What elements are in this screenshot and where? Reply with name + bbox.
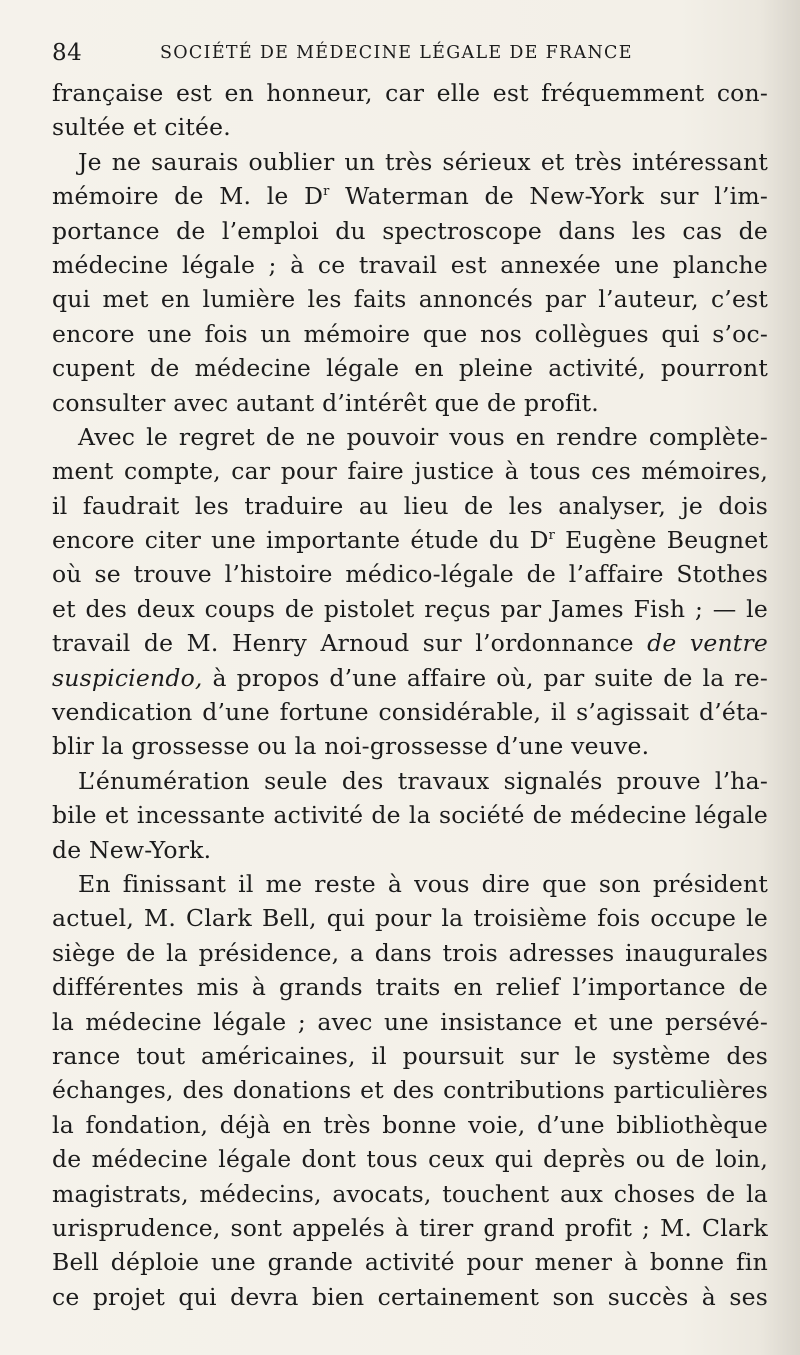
line-text: de médecine légale dont tous ceux qui deprès ou de loin, — [52, 1145, 768, 1174]
text-line — [52, 833, 768, 867]
line-text: Avec le regret de ne pouvoir vous en rendre complète- — [78, 422, 768, 451]
text-line — [52, 1108, 768, 1142]
line-text: différentes mis à grands traits en relief l’importance de — [52, 973, 768, 1002]
text-line — [52, 764, 768, 798]
line-text: vendication d’une fortune considérable, il s’agissait d’éta- — [52, 698, 768, 727]
text-line — [52, 454, 768, 488]
line-text: Bell déploie une grande activité pour mener à bonne fin — [52, 1248, 768, 1277]
line-text: où se trouve l’histoire médico-légale de l’affaire Stothes — [52, 560, 768, 589]
superscript: r — [548, 528, 556, 544]
line-text: consulter avec autant d’intérêt que de profit. — [52, 388, 599, 417]
page-header — [52, 40, 652, 74]
text-line — [52, 970, 768, 1004]
text-line — [52, 489, 768, 523]
text-line — [52, 386, 768, 420]
text-line — [52, 592, 768, 626]
text-line — [52, 1073, 768, 1107]
text-line — [52, 729, 768, 763]
text-line — [52, 420, 768, 454]
text-line — [52, 798, 768, 832]
line-text: sultée et citée. — [52, 113, 231, 142]
text-line — [52, 695, 768, 729]
line-text: qui met en lumière les faits annoncés par l’auteur, c’est — [52, 285, 768, 314]
text-line — [52, 901, 768, 935]
line-text: et des deux coups de pistolet reçus par James Fish ; — le — [52, 594, 768, 623]
line-text: française est en honneur, car elle est fréquemment con- — [52, 79, 768, 107]
text-line — [52, 248, 768, 282]
italic-text: de ventre — [647, 629, 768, 658]
text-line — [52, 523, 768, 557]
line-text: bile et incessante activité de la société de médecine légale — [52, 801, 768, 830]
text-line — [52, 317, 768, 351]
text-line — [52, 867, 768, 901]
line-text: il faudrait les traduire au lieu de les analyser, je dois — [52, 491, 768, 520]
line-text: rance tout américaines, il poursuit sur le système des — [52, 1041, 768, 1070]
text-line — [52, 110, 768, 144]
text-line — [52, 936, 768, 970]
text-line — [52, 1177, 768, 1211]
line-text: siège de la présidence, a dans trois adresses inaugurales — [52, 938, 768, 967]
line-text: L’énumération seule des travaux signalés prouve l’ha- — [78, 766, 768, 795]
text-line — [52, 1245, 768, 1279]
text-line — [52, 145, 768, 179]
line-text: la médecine légale ; avec une insistance et une persévé- — [52, 1007, 768, 1036]
line-text-continued: à propos d’une affaire où, par suite de la re- — [202, 663, 768, 692]
page-number: 84 — [52, 40, 83, 66]
text-line — [52, 1039, 768, 1073]
superscript: r — [323, 184, 330, 200]
line-text: ce projet qui devra bien certainement son succès à ses — [52, 1282, 768, 1311]
line-text: urisprudence, sont appelés à tirer grand profit ; M. Clark — [52, 1213, 768, 1242]
text-line — [52, 626, 768, 660]
line-text: En finissant il me reste à vous dire que son président — [78, 869, 768, 898]
line-text: la fondation, déjà en très bonne voie, d’une bibliothèque — [52, 1110, 768, 1139]
text-line — [52, 1211, 768, 1245]
line-text: échanges, des donations et des contributions particulières — [52, 1076, 768, 1105]
text-line — [52, 76, 768, 110]
running-head: SOCIÉTÉ DE MÉDECINE LÉGALE DE FRANCE — [160, 43, 633, 63]
line-text: encore citer une importante étude du D — [52, 526, 549, 555]
line-text: portance de l’emploi du spectroscope dans les cas de — [52, 216, 768, 245]
line-text: blir la grossesse ou la noi-grossesse d’une veuve. — [52, 732, 650, 761]
text-line — [52, 179, 768, 213]
text-line — [52, 351, 768, 385]
line-text: magistrats, médecins, avocats, touchent aux choses de la — [52, 1179, 768, 1208]
italic-text: suspiciendo, — [52, 663, 203, 692]
line-text: de New-York. — [52, 835, 212, 864]
line-text-continued: Waterman de New-York sur l’im- — [329, 182, 768, 211]
text-line — [52, 282, 768, 316]
text-line — [52, 1280, 768, 1314]
line-text: travail de M. Henry Arnoud sur l’ordonnance — [52, 629, 648, 658]
line-text: mémoire de M. le D — [52, 182, 324, 211]
body-text — [52, 76, 768, 1314]
line-text-continued: Eugène Beugnet — [555, 526, 768, 555]
text-line — [52, 557, 768, 591]
line-text: encore une fois un mémoire que nos collègues qui s’oc- — [52, 319, 768, 348]
line-text: ment compte, car pour faire justice à tous ces mémoires, — [52, 457, 768, 486]
line-text: actuel, M. Clark Bell, qui pour la troisième fois occupe le — [52, 904, 768, 933]
line-text: Je ne saurais oublier un très sérieux et très intéressant — [78, 147, 768, 176]
text-line — [52, 1005, 768, 1039]
text-line — [52, 661, 768, 695]
text-line — [52, 214, 768, 248]
line-text: cupent de médecine légale en pleine activité, pourront — [52, 354, 768, 383]
text-line — [52, 1142, 768, 1176]
line-text: médecine légale ; à ce travail est annexée une planche — [52, 250, 768, 279]
